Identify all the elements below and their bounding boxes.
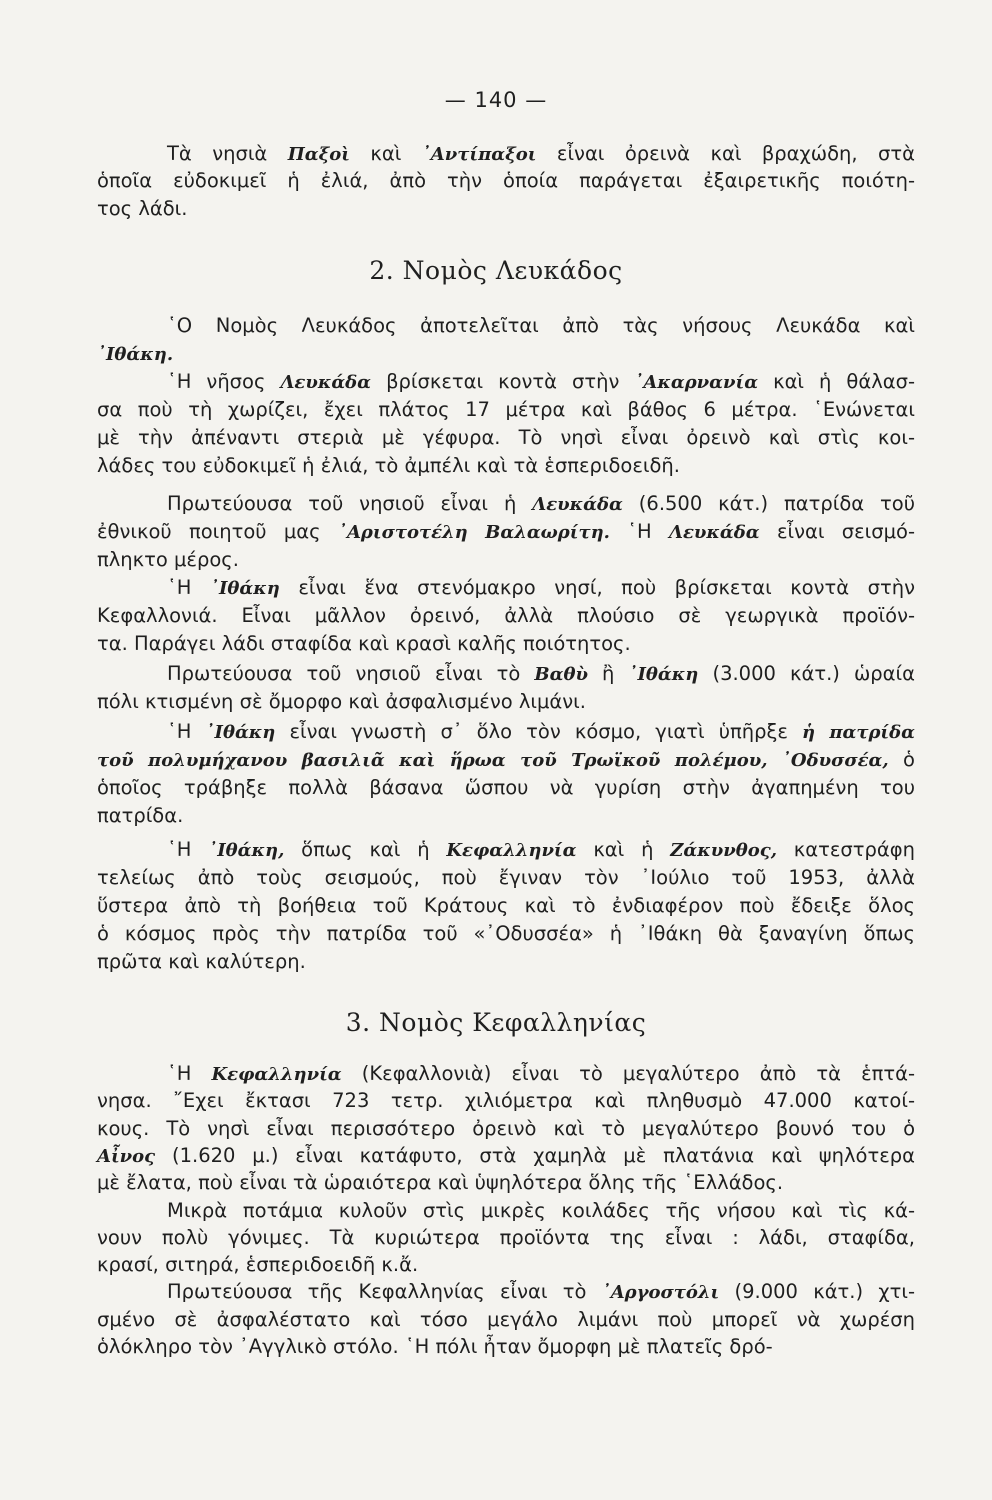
body-text: καὶ xyxy=(349,142,422,165)
body-text: λάδες του εὐδοκιμεῖ ἡ ἐλιά, τὸ ἀμπέλι καὶ τὰ ἑσπεριδοειδῆ. xyxy=(97,454,680,477)
body-text: Κεφαλλονιά. Εἶναι μᾶλλον ὀρεινό, ἀλλὰ πλούσιο σὲ γεωργικὰ προϊόν- xyxy=(97,604,915,627)
text-line xyxy=(97,340,915,368)
body-text: κατεστράφη xyxy=(776,838,915,861)
body-text: ῾Η xyxy=(167,720,206,743)
text-line xyxy=(97,518,915,546)
emphasized-text: ἡ πατρίδα xyxy=(802,722,915,743)
text-line xyxy=(97,892,915,919)
text-line xyxy=(167,1197,915,1224)
body-text: ὁποῖα εὐδοκιμεῖ ἡ ἐλιά, ἀπὸ τὴν ὁποία παράγεται ἐξαιρετικῆς ποιότη- xyxy=(97,169,915,193)
body-text: ῾Η xyxy=(609,520,670,543)
text-line xyxy=(167,490,915,518)
emphasized-text: Ζάκυνθος, xyxy=(670,840,777,861)
page-number: — 140 — xyxy=(444,88,548,112)
body-text: Τὰ νησιὰ xyxy=(167,142,288,165)
body-text: ὁ κόσμος πρὸς τὴν πατρίδα τοῦ «᾿Οδυσσέα» ἡ ᾿Ιθάκη θὰ ξαναγίνη ὅπως xyxy=(97,922,915,945)
body-text: σα ποὺ τὴ χωρίζει, ἔχει πλάτος 17 μέτρα καὶ βάθος 6 μέτρα. ῾Ενώνεται xyxy=(97,398,915,421)
body-text: μὲ ἔλατα, ποὺ εἶναι τὰ ὡραιότερα καὶ ὑψηλότερα ὅλης τῆς ῾Ελλάδος. xyxy=(97,1171,784,1195)
body-text: νησα. ῎Εχει ἔκτασι 723 τετρ. χιλιόμετρα καὶ πληθυσμὸ 47.000 κατοί- xyxy=(97,1089,915,1113)
text-line xyxy=(97,688,915,715)
emphasized-text: Κεφαλληνία xyxy=(211,1064,342,1085)
body-text: ὁλόκληρο τὸν ᾿Αγγλικὸ στόλο. ῾Η πόλι ἦταν ὄμορφη μὲ πλατεῖς δρό- xyxy=(97,1335,773,1358)
body-text: (9.000 κάτ.) χτι- xyxy=(719,1280,916,1304)
text-line xyxy=(97,452,915,479)
emphasized-text: Λευκάδα xyxy=(280,372,372,393)
body-text: εἶναι γνωστὴ σ᾿ ὅλο τὸν κόσμο, γιατὶ ὑπῆρξε xyxy=(275,720,803,743)
emphasized-text: ᾿Ακαρνανία xyxy=(634,372,759,393)
text-line xyxy=(97,167,915,194)
body-text: Πρωτεύουσα τοῦ νησιοῦ εἶναι τὸ xyxy=(167,662,535,685)
body-text: βρίσκεται κοντὰ στὴν xyxy=(371,370,635,393)
text-line xyxy=(167,574,915,602)
text-line xyxy=(167,312,915,339)
text-line xyxy=(167,836,915,864)
emphasized-text: Αἶνος xyxy=(97,1145,156,1167)
text-line xyxy=(97,774,915,801)
text-line xyxy=(167,718,915,746)
body-text: (Κεφαλλονιὰ) εἶναι τὸ μεγαλύτερο ἀπὸ τὰ ἑπτά- xyxy=(341,1062,915,1085)
emphasized-text: τοῦ πολυμήχανου βασιλιᾶ καὶ ἥρωα τοῦ Τρωϊκοῦ πολέμου, ᾿Οδυσσέα, xyxy=(97,750,889,771)
text-line xyxy=(97,1224,915,1251)
emphasized-text: ᾿Ιθάκη xyxy=(628,664,699,685)
body-text: ὁποῖος τράβηξε πολλὰ βάσανα ὥσπου νὰ γυρίση στὴν ἀγαπημένη του xyxy=(97,776,915,799)
body-text: καὶ ἡ xyxy=(576,838,671,861)
text-line xyxy=(167,368,915,396)
text-line xyxy=(97,1251,915,1278)
body-text: ὁ xyxy=(888,748,915,771)
emphasized-text: Κεφαλληνία xyxy=(446,840,577,861)
body-text: κους. Τὸ νησὶ εἶναι περισσότερο ὀρεινὸ καὶ τὸ μεγαλύτερο βουνό του ὁ xyxy=(97,1116,915,1140)
body-text: Μικρὰ ποτάμια κυλοῦν στὶς μικρὲς κοιλάδες τῆς νήσου καὶ τὶς κά- xyxy=(167,1198,915,1222)
text-line xyxy=(97,948,915,975)
emphasized-text: ᾿Ιθάκη xyxy=(209,578,280,599)
body-text: Πρωτεύουσα τοῦ νησιοῦ εἶναι ἡ xyxy=(167,492,533,515)
text-line xyxy=(97,1142,915,1170)
body-text: τελείως ἀπὸ τοὺς σεισμούς, ποὺ ἔγιναν τὸν ᾿Ιούλιο τοῦ 1953, ἀλλὰ xyxy=(97,866,915,889)
emphasized-text: ᾿Αντίπαξοι xyxy=(421,144,537,165)
text-line xyxy=(167,1278,915,1306)
body-text: ὕστερα ἀπὸ τὴ βοήθεια τοῦ Κράτους καὶ τὸ ἐνδιαφέρον ποὺ ἔδειξε ὅλος xyxy=(97,894,915,917)
text-line xyxy=(97,746,915,774)
text-line xyxy=(97,396,915,423)
section-heading: 3. Νομὸς Κεφαλληνίας xyxy=(345,1008,647,1037)
text-line xyxy=(97,1169,915,1196)
text-line xyxy=(97,864,915,891)
body-text: εἶναι σεισμό- xyxy=(759,520,915,543)
body-text: πατρίδα. xyxy=(97,804,184,827)
body-text: εἶναι ὀρεινὰ καὶ βραχώδη, στὰ xyxy=(536,142,916,165)
body-text: ἢ xyxy=(587,662,629,685)
text-line xyxy=(97,602,915,629)
text-line xyxy=(97,1333,915,1360)
body-text: καὶ ἡ θάλασ- xyxy=(758,370,915,393)
body-text: πληκτο μέρος. xyxy=(97,548,239,571)
body-text: (1.620 μ.) εἶναι κατάφυτο, στὰ χαμηλὰ μὲ πλατάνια καὶ ψηλότερα xyxy=(155,1143,915,1167)
text-line xyxy=(97,1306,915,1333)
body-text: (3.000 κάτ.) ὡραία xyxy=(698,662,915,685)
text-line xyxy=(167,660,915,688)
emphasized-text: Λευκάδα xyxy=(532,494,623,515)
body-text: ῾Ο Νομὸς Λευκάδος ἀποτελεῖται ἀπὸ τὰς νήσους Λευκάδα καὶ xyxy=(167,314,915,337)
text-line xyxy=(97,1115,915,1142)
emphasized-text: ᾿Ιθάκη xyxy=(205,722,276,743)
body-text: πόλι κτισμένη σὲ ὄμορφο καὶ ἀσφαλισμένο λιμάνι. xyxy=(97,690,586,713)
body-text: κρασί, σιτηρά, ἑσπεριδοειδῆ κ.ἄ. xyxy=(97,1253,419,1277)
body-text: ἐθνικοῦ ποιητοῦ μας xyxy=(97,520,338,543)
body-text: εἶναι ἕνα στενόμακρο νησί, ποὺ βρίσκεται κοντὰ στὴν xyxy=(279,576,915,599)
body-text: ῾Η xyxy=(167,576,210,599)
body-text: ῾Η xyxy=(167,1062,212,1085)
text-line xyxy=(97,1087,915,1114)
body-text: σμένο σὲ ἀσφαλέστατο καὶ τόσο μεγάλο λιμάνι ποὺ μπορεῖ νὰ χωρέση xyxy=(97,1307,915,1331)
body-text: τα. Παράγει λάδι σταφίδα καὶ κρασὶ καλῆς ποιότητος. xyxy=(97,632,631,655)
body-text: ὅπως καὶ ἡ xyxy=(284,838,447,861)
body-text: μὲ τὴν ἀπέναντι στεριὰ μὲ γέφυρα. Τὸ νησὶ εἶναι ὀρεινὸ καὶ στὶς κοι- xyxy=(97,426,915,449)
emphasized-text: Βαθὺ xyxy=(534,664,588,685)
body-text: νουν πολὺ γόνιμες. Τὰ κυριώτερα προϊόντα της εἶναι : λάδι, σταφίδα, xyxy=(97,1225,915,1249)
body-text: πρῶτα καὶ καλύτερη. xyxy=(97,950,306,973)
text-line xyxy=(97,546,915,573)
text-line xyxy=(97,424,915,451)
section-heading: 2. Νομὸς Λευκάδος xyxy=(369,256,623,285)
text-line xyxy=(97,630,915,657)
text-line xyxy=(167,1060,915,1088)
emphasized-text: ᾿Αριστοτέλη Βαλαωρίτη. xyxy=(337,522,610,543)
text-line xyxy=(97,920,915,947)
text-line xyxy=(97,195,915,222)
text-line xyxy=(167,140,915,168)
emphasized-text: ᾿Αργοστόλι xyxy=(601,1282,720,1304)
emphasized-text: ᾿Ιθάκη. xyxy=(97,344,174,365)
emphasized-text: Λευκάδα xyxy=(669,522,760,543)
body-text: ῾Η xyxy=(167,838,209,861)
emphasized-text: Παξοὶ xyxy=(287,144,350,165)
body-text: Πρωτεύουσα τῆς Κεφαλληνίας εἶναι τὸ xyxy=(167,1280,602,1304)
body-text: ῾Η νῆσος xyxy=(167,370,281,393)
body-text: τος λάδι. xyxy=(97,196,188,220)
body-text: (6.500 κάτ.) πατρίδα τοῦ xyxy=(622,492,915,515)
text-line xyxy=(97,802,915,829)
emphasized-text: ᾿Ιθάκη, xyxy=(208,840,285,861)
